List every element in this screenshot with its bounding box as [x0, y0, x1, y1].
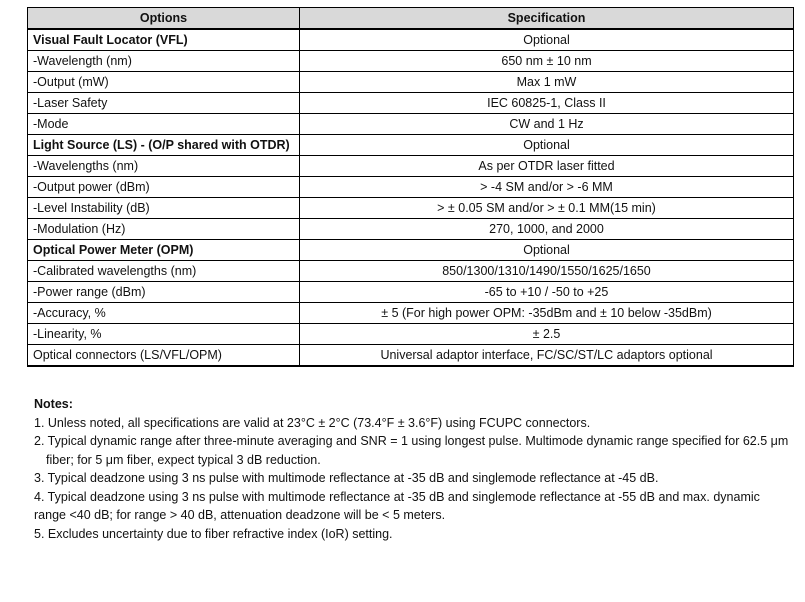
table-row — [28, 51, 794, 72]
notes-title: Notes: — [34, 397, 73, 411]
table-row — [28, 177, 794, 198]
spec-cell: CW and 1 Hz — [300, 114, 794, 135]
table-row — [28, 345, 794, 367]
spec-cell: IEC 60825-1, Class II — [300, 93, 794, 114]
option-cell: -Calibrated wavelengths (nm) — [28, 261, 300, 282]
spec-cell: 270, 1000, and 2000 — [300, 219, 794, 240]
table-row — [28, 282, 794, 303]
spec-cell: > ± 0.05 SM and/or > ± 0.1 MM(15 min) — [300, 198, 794, 219]
option-cell: Optical Power Meter (OPM) — [28, 240, 300, 261]
table-row — [28, 240, 794, 261]
table-row — [28, 135, 794, 156]
option-cell: -Power range (dBm) — [28, 282, 300, 303]
spec-cell: -65 to +10 / -50 to +25 — [300, 282, 794, 303]
option-cell: -Wavelength (nm) — [28, 51, 300, 72]
spec-cell: Universal adaptor interface, FC/SC/ST/LC adaptors optional — [300, 345, 794, 367]
table-row — [28, 261, 794, 282]
table-row — [28, 93, 794, 114]
spec-cell: 850/1300/1310/1490/1550/1625/1650 — [300, 261, 794, 282]
options-column-header: Options — [28, 8, 300, 30]
table-row — [28, 156, 794, 177]
option-cell: Visual Fault Locator (VFL) — [28, 29, 300, 51]
note-item: 3. Typical deadzone using 3 ns pulse with multimode reflectance at -35 dB and singlemode reflectance at -45 dB. — [34, 471, 659, 485]
spec-cell: 650 nm ± 10 nm — [300, 51, 794, 72]
option-cell: -Laser Safety — [28, 93, 300, 114]
table-row — [28, 324, 794, 345]
spec-cell: As per OTDR laser fitted — [300, 156, 794, 177]
notes-section — [34, 395, 794, 543]
spec-cell: ± 5 (For high power OPM: -35dBm and ± 10 below -35dBm) — [300, 303, 794, 324]
table-row — [28, 198, 794, 219]
specifications-table — [27, 7, 794, 367]
spec-cell: Optional — [300, 135, 794, 156]
table-row — [28, 114, 794, 135]
table-row — [28, 72, 794, 93]
option-cell: Light Source (LS) - (O/P shared with OTDR) — [28, 135, 300, 156]
note-item: 5. Excludes uncertainty due to fiber refractive index (IoR) setting. — [34, 526, 393, 541]
option-cell: -Mode — [28, 114, 300, 135]
option-cell: -Accuracy, % — [28, 303, 300, 324]
spec-cell: Optional — [300, 29, 794, 51]
table-row — [28, 29, 794, 51]
spec-cell: > -4 SM and/or > -6 MM — [300, 177, 794, 198]
spec-cell: Max 1 mW — [300, 72, 794, 93]
table-row — [28, 219, 794, 240]
note-item: 2. Typical dynamic range after three-minute averaging and SNR = 1 using longest pulse. Multimode dynamic range specified for 62.5 μm fiber; for 5 μm fiber, expect typical 3 dB reduction. — [34, 434, 789, 467]
specification-column-header: Specification — [300, 8, 794, 30]
table-header-row — [28, 8, 794, 30]
option-cell: -Output power (dBm) — [28, 177, 300, 198]
option-cell: -Level Instability (dB) — [28, 198, 300, 219]
option-cell: -Output (mW) — [28, 72, 300, 93]
table-row — [28, 303, 794, 324]
option-cell: -Modulation (Hz) — [28, 219, 300, 240]
spec-cell: ± 2.5 — [300, 324, 794, 345]
note-item: 1. Unless noted, all specifications are valid at 23°C ± 2°C (73.4°F ± 3.6°F) using FCUPC connectors. — [34, 415, 591, 430]
option-cell: -Linearity, % — [28, 324, 300, 345]
note-item: 4. Typical deadzone using 3 ns pulse with multimode reflectance at -35 dB and singlemode reflectance at -55 dB and max. dynamic range <40 dB; for range > 40 dB, attenuation deadzone will be < 5 meters. — [34, 489, 760, 522]
option-cell: -Wavelengths (nm) — [28, 156, 300, 177]
spec-cell: Optional — [300, 240, 794, 261]
option-cell: Optical connectors (LS/VFL/OPM) — [28, 345, 300, 367]
